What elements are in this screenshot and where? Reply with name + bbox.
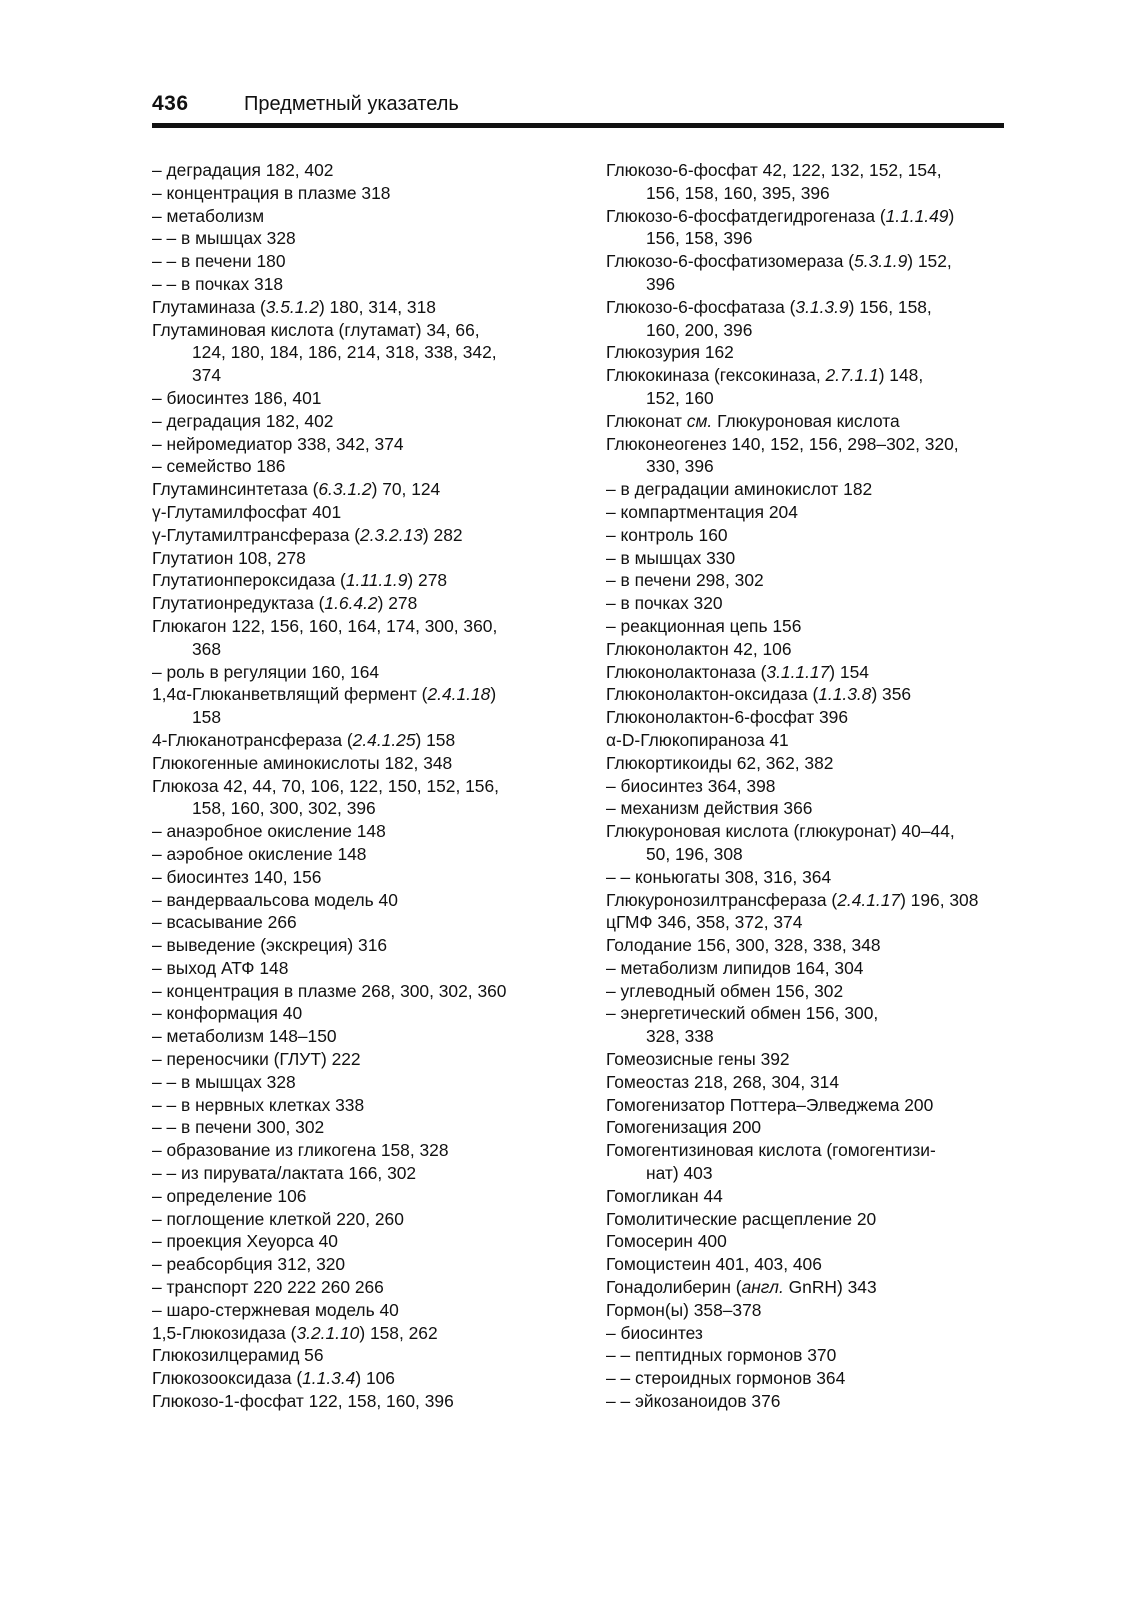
entry-text: 156, 158, 160, 395, 396 xyxy=(646,182,830,203)
entry-text-tail: GnRH) 343 xyxy=(783,1277,877,1298)
entry-text-tail: ) 70, 124 xyxy=(371,479,441,500)
index-entry xyxy=(152,615,572,638)
entry-text: γ-Глутамилфосфат 401 xyxy=(152,501,342,522)
index-entry xyxy=(152,455,572,478)
entry-text: – семейство 186 xyxy=(152,456,286,477)
entry-text: – – в мышцах 328 xyxy=(152,1071,296,1092)
index-entry xyxy=(152,205,572,228)
index-entry xyxy=(606,1390,1026,1413)
index-entry xyxy=(606,227,1026,250)
entry-text: – в почках 320 xyxy=(606,593,723,614)
index-entry xyxy=(606,1162,1026,1185)
entry-text: – анаэробное окисление 148 xyxy=(152,821,386,842)
index-entry xyxy=(152,182,572,205)
entry-text: – – в печени 300, 302 xyxy=(152,1117,325,1138)
index-entry xyxy=(606,752,1026,775)
index-entry xyxy=(606,843,1026,866)
index-entry xyxy=(152,980,572,1003)
index-entry xyxy=(152,638,572,661)
index-entry xyxy=(152,820,572,843)
entry-text-tail: ) 148, xyxy=(878,365,924,386)
index-entry xyxy=(152,569,572,592)
entry-ec-number: 1.1.1.49 xyxy=(885,205,949,226)
index-entry xyxy=(606,182,1026,205)
index-entry xyxy=(606,1322,1026,1345)
header-rule xyxy=(152,123,1004,128)
index-entry xyxy=(606,159,1026,182)
index-entry xyxy=(152,433,572,456)
entry-ec-number: 1.6.4.2 xyxy=(324,593,378,614)
entry-text: цГМФ 346, 358, 372, 374 xyxy=(606,912,803,933)
entry-text: – в мышцах 330 xyxy=(606,547,736,568)
entry-text: Глутатион 108, 278 xyxy=(152,547,306,568)
entry-text-tail: Глюкуроновая кислота xyxy=(712,410,900,431)
index-entry xyxy=(152,1367,572,1390)
entry-text: Глюкортикоиды 62, 362, 382 xyxy=(606,752,834,773)
entry-text: – реабсорбция 312, 320 xyxy=(152,1254,346,1275)
entry-text: 124, 180, 184, 186, 214, 318, 338, 342, xyxy=(192,342,497,363)
entry-text: 158, 160, 300, 302, 396 xyxy=(192,798,376,819)
entry-text: – – в печени 180 xyxy=(152,251,286,272)
entry-ec-number: 3.1.1.17 xyxy=(766,661,830,682)
index-entry xyxy=(152,1116,572,1139)
index-entry xyxy=(606,547,1026,570)
entry-text: – – пептидных гормонов 370 xyxy=(606,1345,837,1366)
entry-text: Глюкуронозилтрансфераза ( xyxy=(606,889,838,910)
entry-text: – реакционная цепь 156 xyxy=(606,615,802,636)
index-entry xyxy=(606,889,1026,912)
entry-text: – компартментация 204 xyxy=(606,501,798,522)
entry-text-tail: ) 196, 308 xyxy=(900,889,979,910)
entry-text: – в печени 298, 302 xyxy=(606,570,764,591)
index-entry xyxy=(606,638,1026,661)
index-entry xyxy=(152,1208,572,1231)
entry-text: Гомогенизатор Поттера–Элведжема 200 xyxy=(606,1094,934,1115)
entry-text: – концентрация в плазме 268, 300, 302, 360 xyxy=(152,980,507,1001)
entry-ec-number: 3.1.3.9 xyxy=(795,296,849,317)
index-entry xyxy=(152,1048,572,1071)
entry-text: – вандерваальсова модель 40 xyxy=(152,889,398,910)
entry-text: – поглощение клеткой 220, 260 xyxy=(152,1208,404,1229)
entry-text: – – эйкозаноидов 376 xyxy=(606,1391,781,1412)
entry-text: 396 xyxy=(646,273,676,294)
index-entry xyxy=(606,1139,1026,1162)
index-entry xyxy=(606,980,1026,1003)
entry-text: Глюконолактон 42, 106 xyxy=(606,638,792,659)
entry-text: – – из пирувата/лактата 166, 302 xyxy=(152,1163,417,1184)
entry-text: Гомогликан 44 xyxy=(606,1185,723,1206)
entry-text: – биосинтез 364, 398 xyxy=(606,775,776,796)
index-entry xyxy=(152,250,572,273)
index-entry xyxy=(152,1071,572,1094)
index-entry xyxy=(152,1230,572,1253)
entry-text-tail: ) 278 xyxy=(377,593,418,614)
entry-text: 330, 396 xyxy=(646,456,714,477)
entry-ec-number: 2.3.2.13 xyxy=(360,524,423,545)
index-entry xyxy=(152,1139,572,1162)
entry-text-tail: ) 278 xyxy=(407,570,448,591)
index-entry xyxy=(606,957,1026,980)
index-entry xyxy=(606,911,1026,934)
entry-text: – углеводный обмен 156, 302 xyxy=(606,980,844,1001)
entry-text: Глюкозо-6-фосфатаза ( xyxy=(606,296,796,317)
entry-text: Гонадолиберин ( xyxy=(606,1277,742,1298)
entry-text: Голодание 156, 300, 328, 338, 348 xyxy=(606,935,881,956)
index-entry xyxy=(152,387,572,410)
entry-ec-number: 6.3.1.2 xyxy=(318,479,372,500)
index-entry xyxy=(606,615,1026,638)
entry-text: – всасывание 266 xyxy=(152,912,297,933)
entry-text: Глюкозо-6-фосфатизомераза ( xyxy=(606,251,855,272)
entry-text: – энергетический обмен 156, 300, xyxy=(606,1003,879,1024)
index-entry xyxy=(152,889,572,912)
entry-text: нат) 403 xyxy=(646,1163,713,1184)
index-entry xyxy=(152,319,572,342)
index-entry xyxy=(606,341,1026,364)
index-entry xyxy=(152,592,572,615)
entry-text: – выведение (экскреция) 316 xyxy=(152,935,388,956)
entry-text: Глюконолактон-6-фосфат 396 xyxy=(606,707,849,728)
index-entry xyxy=(606,1299,1026,1322)
entry-ec-number: 1.1.3.8 xyxy=(818,684,872,705)
index-entry xyxy=(606,797,1026,820)
entry-text: Гомолитические расщепление 20 xyxy=(606,1208,877,1229)
index-entry xyxy=(606,1367,1026,1390)
entry-text: – – в почках 318 xyxy=(152,273,284,294)
index-entry xyxy=(606,1116,1026,1139)
entry-text: – – коньюгаты 308, 316, 364 xyxy=(606,866,832,887)
entry-text-tail: ) 106 xyxy=(355,1368,395,1389)
entry-text: – – в мышцах 328 xyxy=(152,228,296,249)
index-entry xyxy=(152,273,572,296)
entry-text: 160, 200, 396 xyxy=(646,319,753,340)
entry-text: Гомоцистеин 401, 403, 406 xyxy=(606,1254,822,1275)
entry-text: 158 xyxy=(192,707,222,728)
entry-text-tail: ) 156, 158, xyxy=(848,296,932,317)
entry-text: – нейромедиатор 338, 342, 374 xyxy=(152,433,404,454)
entry-text: – деградация 182, 402 xyxy=(152,410,334,431)
entry-text: Глюкозо-6-фосфат 42, 122, 132, 152, 154, xyxy=(606,160,942,180)
entry-text: Гомогенизация 200 xyxy=(606,1117,762,1138)
index-entry xyxy=(606,364,1026,387)
entry-text-tail: ) 152, xyxy=(907,251,952,272)
index-entry xyxy=(152,1344,572,1367)
entry-text: – механизм действия 366 xyxy=(606,798,813,819)
entry-text: – – стероидных гормонов 364 xyxy=(606,1368,846,1389)
entry-text: – контроль 160 xyxy=(606,524,728,545)
entry-text: Глюконат xyxy=(606,410,687,431)
entry-text: γ-Глутамилтрансфераза ( xyxy=(152,524,361,545)
index-entry xyxy=(606,866,1026,889)
entry-text: Гомеозисные гены 392 xyxy=(606,1049,790,1070)
entry-text: 328, 338 xyxy=(646,1026,714,1047)
index-entry xyxy=(152,957,572,980)
entry-text-tail: ) 154 xyxy=(829,661,869,682)
entry-text: Глутаминаза ( xyxy=(152,296,266,317)
entry-text: Глюкогенные аминокислоты 182, 348 xyxy=(152,752,453,773)
page-number: 436 xyxy=(152,92,189,115)
index-entry xyxy=(152,843,572,866)
index-entry xyxy=(606,1253,1026,1276)
entry-text: Глюкозооксидаза ( xyxy=(152,1368,303,1389)
entry-text: Глюкокиназа (гексокиназа, xyxy=(606,365,826,386)
entry-text: Глутатионпероксидаза ( xyxy=(152,570,346,591)
entry-text: – транспорт 220 222 260 266 xyxy=(152,1277,384,1298)
entry-text-tail: ) xyxy=(490,684,497,705)
index-entry xyxy=(606,1094,1026,1117)
index-entry xyxy=(152,1162,572,1185)
index-entry xyxy=(152,1390,572,1413)
entry-text: – концентрация в плазме 318 xyxy=(152,182,391,203)
index-entry xyxy=(152,227,572,250)
index-entry xyxy=(606,250,1026,273)
entry-text: Глутаминовая кислота (глутамат) 34, 66, xyxy=(152,319,480,340)
index-entry xyxy=(606,1344,1026,1367)
index-entry xyxy=(606,661,1026,684)
index-column-left xyxy=(152,159,572,1413)
entry-text: Гомеостаз 218, 268, 304, 314 xyxy=(606,1071,840,1092)
index-entry xyxy=(606,775,1026,798)
index-entry xyxy=(152,1322,572,1345)
index-entry xyxy=(606,410,1026,433)
index-entry xyxy=(152,547,572,570)
index-entry xyxy=(152,683,572,706)
entry-text: Глюконолактоназа ( xyxy=(606,661,767,682)
index-entry xyxy=(606,1276,1026,1299)
entry-text: – биосинтез 186, 401 xyxy=(152,387,322,408)
entry-text: Глюкозилцерамид 56 xyxy=(152,1345,324,1366)
entry-text-tail: ) 356 xyxy=(871,684,912,705)
entry-text: Глюконолактон-оксидаза ( xyxy=(606,684,819,705)
index-entry xyxy=(606,1002,1026,1025)
entry-text: Глюкозурия 162 xyxy=(606,342,734,363)
index-entry xyxy=(606,1230,1026,1253)
entry-text: 374 xyxy=(192,365,222,386)
index-entry xyxy=(152,934,572,957)
index-column-right xyxy=(606,159,1026,1413)
entry-text: 368 xyxy=(192,638,222,659)
index-entry xyxy=(152,866,572,889)
index-entry xyxy=(606,205,1026,228)
entry-text: – – в нервных клетках 338 xyxy=(152,1094,365,1115)
entry-text: 4-Глюканотрансфераза ( xyxy=(152,729,353,750)
index-entry xyxy=(606,1185,1026,1208)
entry-text: Глюкозо-1-фосфат 122, 158, 160, 396 xyxy=(152,1391,454,1412)
entry-text: Гормон(ы) 358–378 xyxy=(606,1299,762,1320)
entry-ec-number: 2.4.1.18 xyxy=(427,684,491,705)
entry-ec-number: 2.7.1.1 xyxy=(825,365,879,386)
index-entry xyxy=(152,524,572,547)
index-entry xyxy=(606,1071,1026,1094)
entry-text-tail: ) 158, 262 xyxy=(359,1322,438,1343)
index-entry xyxy=(606,296,1026,319)
index-entry xyxy=(606,683,1026,706)
entry-ec-number: 5.3.1.9 xyxy=(854,251,908,272)
entry-text: Глутатионредуктаза ( xyxy=(152,593,325,614)
index-entry xyxy=(152,752,572,775)
index-entry xyxy=(152,410,572,433)
index-entry xyxy=(152,364,572,387)
index-entry xyxy=(606,706,1026,729)
entry-text: – определение 106 xyxy=(152,1185,307,1206)
index-entry xyxy=(152,706,572,729)
index-entry xyxy=(152,911,572,934)
index-entry xyxy=(152,341,572,364)
entry-ec-number: 1.11.1.9 xyxy=(345,570,408,591)
entry-text: – метаболизм xyxy=(152,205,265,226)
index-entry xyxy=(152,775,572,798)
entry-text: – переносчики (ГЛУТ) 222 xyxy=(152,1049,361,1070)
index-entry xyxy=(152,501,572,524)
entry-ec-number: 2.4.1.17 xyxy=(837,889,901,910)
index-entry xyxy=(606,1208,1026,1231)
index-entry xyxy=(152,1299,572,1322)
index-entry xyxy=(152,797,572,820)
index-entry xyxy=(606,319,1026,342)
index-entry xyxy=(152,1002,572,1025)
entry-text: Глюконеогенез 140, 152, 156, 298–302, 320, xyxy=(606,433,959,454)
index-entry xyxy=(152,159,572,182)
entry-ec-number: англ. xyxy=(741,1277,784,1298)
entry-text: – в деградации аминокислот 182 xyxy=(606,479,873,500)
entry-ec-number: см. xyxy=(686,410,713,431)
entry-text: Глюкоза 42, 44, 70, 106, 122, 150, 152, 156, xyxy=(152,775,499,796)
entry-text: Гомосерин 400 xyxy=(606,1231,727,1252)
entry-text: – деградация 182, 402 xyxy=(152,160,334,180)
entry-text: 156, 158, 396 xyxy=(646,228,753,249)
entry-text: Глюкагон 122, 156, 160, 164, 174, 300, 360, xyxy=(152,615,498,636)
index-entry xyxy=(606,455,1026,478)
index-entry xyxy=(606,820,1026,843)
entry-text: – образование из гликогена 158, 328 xyxy=(152,1140,449,1161)
entry-text: – биосинтез xyxy=(606,1322,703,1343)
index-entry xyxy=(606,1048,1026,1071)
entry-text-tail: ) 158 xyxy=(415,729,456,750)
entry-text-tail: ) 180, 314, 318 xyxy=(318,296,436,317)
page-title: Предметный указатель xyxy=(244,93,459,115)
entry-text: Глюкозо-6-фосфатдегидрогеназа ( xyxy=(606,205,886,226)
entry-text: 152, 160 xyxy=(646,387,714,408)
entry-ec-number: 3.5.1.2 xyxy=(265,296,319,317)
entry-text: – конформация 40 xyxy=(152,1003,303,1024)
entry-text: Глюкуроновая кислота (глюкуронат) 40–44, xyxy=(606,821,955,842)
index-entry xyxy=(606,524,1026,547)
index-entry xyxy=(606,569,1026,592)
entry-ec-number: 3.2.1.10 xyxy=(296,1322,360,1343)
index-entry xyxy=(152,1094,572,1117)
entry-text-tail: ) 282 xyxy=(422,524,463,545)
entry-text: Глутаминсинтетаза ( xyxy=(152,479,319,500)
index-entry xyxy=(152,1025,572,1048)
index-entry xyxy=(606,273,1026,296)
entry-text: 1,5-Глюкозидаза ( xyxy=(152,1322,297,1343)
index-entry xyxy=(606,478,1026,501)
entry-ec-number: 2.4.1.25 xyxy=(352,729,416,750)
index-entry xyxy=(606,387,1026,410)
entry-text: 50, 196, 308 xyxy=(646,843,743,864)
index-entry xyxy=(606,501,1026,524)
index-entry xyxy=(152,1253,572,1276)
entry-text: Гомогентизиновая кислота (гомогентизи- xyxy=(606,1140,936,1161)
entry-text: – шаро-стержневая модель 40 xyxy=(152,1299,399,1320)
index-entry xyxy=(606,934,1026,957)
index-entry xyxy=(152,1185,572,1208)
entry-ec-number: 1.1.3.4 xyxy=(302,1368,356,1389)
entry-text: 1,4α-Глюканветвлящий фермент ( xyxy=(152,684,428,705)
entry-text: α-D-Глюкопираноза 41 xyxy=(606,729,789,750)
entry-text-tail: ) xyxy=(948,205,955,226)
index-entry xyxy=(606,592,1026,615)
entry-text: – метаболизм 148–150 xyxy=(152,1026,337,1047)
index-entry xyxy=(152,296,572,319)
index-entry xyxy=(606,729,1026,752)
index-entry xyxy=(152,661,572,684)
page-header xyxy=(152,92,1004,132)
index-entry xyxy=(606,1025,1026,1048)
index-entry xyxy=(606,433,1026,456)
entry-text: – роль в регуляции 160, 164 xyxy=(152,661,380,682)
index-entry xyxy=(152,478,572,501)
index-entry xyxy=(152,729,572,752)
entry-text: – проекция Хеуорса 40 xyxy=(152,1231,338,1252)
entry-text: – биосинтез 140, 156 xyxy=(152,866,322,887)
entry-text: – аэробное окисление 148 xyxy=(152,843,367,864)
entry-text: – метаболизм липидов 164, 304 xyxy=(606,957,864,978)
index-entry xyxy=(152,1276,572,1299)
entry-text: – выход АТФ 148 xyxy=(152,957,289,978)
